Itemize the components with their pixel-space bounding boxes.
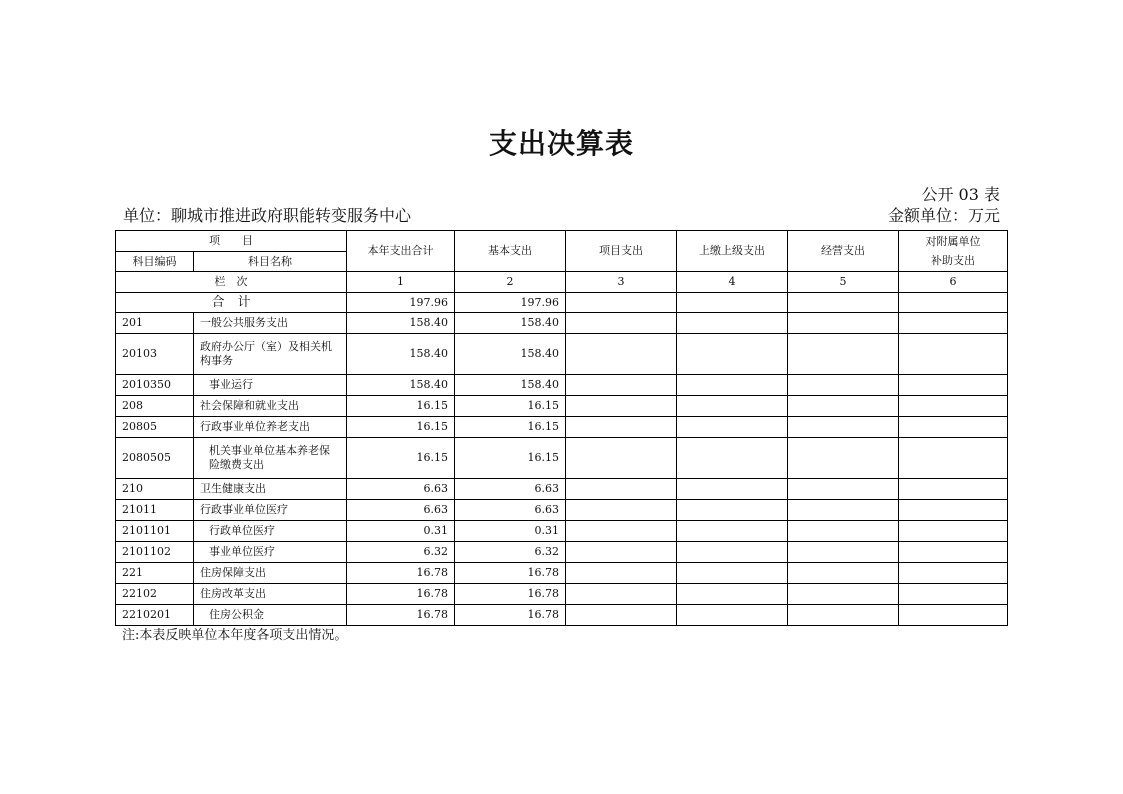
empty-cell xyxy=(899,313,1008,334)
row-code: 2080505 xyxy=(116,438,194,479)
empty-cell xyxy=(899,542,1008,563)
row-code: 20103 xyxy=(116,334,194,375)
row-name: 政府办公厅（室）及相关机构事务 xyxy=(194,334,347,375)
empty-cell xyxy=(788,396,899,417)
empty-cell xyxy=(677,396,788,417)
empty-cell xyxy=(899,605,1008,626)
header-upper: 上缴上级支出 xyxy=(677,231,788,272)
row-basic: 158.40 xyxy=(455,313,566,334)
row-total: 16.78 xyxy=(347,605,455,626)
row-name: 社会保障和就业支出 xyxy=(194,396,347,417)
header-code: 科目编码 xyxy=(116,252,194,272)
empty-cell xyxy=(566,396,677,417)
row-code: 201 xyxy=(116,313,194,334)
empty-cell xyxy=(788,584,899,605)
empty-cell xyxy=(788,438,899,479)
table-row xyxy=(116,334,1008,375)
empty-cell xyxy=(677,479,788,500)
row-name: 住房改革支出 xyxy=(194,584,347,605)
row-code: 208 xyxy=(116,396,194,417)
empty-cell xyxy=(788,521,899,542)
table-row xyxy=(116,605,1008,626)
empty-cell xyxy=(566,438,677,479)
col-num: 5 xyxy=(788,272,899,293)
header-total: 本年支出合计 xyxy=(347,231,455,272)
empty-cell xyxy=(899,584,1008,605)
empty-cell xyxy=(566,584,677,605)
row-name: 行政单位医疗 xyxy=(194,521,347,542)
row-code: 2101102 xyxy=(116,542,194,563)
empty-cell xyxy=(566,479,677,500)
table-row xyxy=(116,313,1008,334)
row-basic: 16.15 xyxy=(455,417,566,438)
row-name: 住房公积金 xyxy=(194,605,347,626)
empty-cell xyxy=(788,605,899,626)
table-row xyxy=(116,438,1008,479)
row-basic: 158.40 xyxy=(455,334,566,375)
table-row xyxy=(116,479,1008,500)
table-row xyxy=(116,417,1008,438)
table-row xyxy=(116,396,1008,417)
row-name: 机关事业单位基本养老保险缴费支出 xyxy=(194,438,347,479)
table-row xyxy=(116,563,1008,584)
col-num: 3 xyxy=(566,272,677,293)
empty-cell xyxy=(566,313,677,334)
row-basic: 16.15 xyxy=(455,396,566,417)
header-item: 项 目 xyxy=(116,231,347,252)
empty-cell xyxy=(677,417,788,438)
row-total: 16.78 xyxy=(347,563,455,584)
row-name: 行政事业单位养老支出 xyxy=(194,417,347,438)
table-row xyxy=(116,521,1008,542)
row-total: 6.63 xyxy=(347,479,455,500)
row-total: 6.63 xyxy=(347,500,455,521)
header-basic: 基本支出 xyxy=(455,231,566,272)
empty-cell xyxy=(899,375,1008,396)
row-name: 事业运行 xyxy=(194,375,347,396)
empty-cell xyxy=(677,542,788,563)
row-basic: 158.40 xyxy=(455,375,566,396)
column-label: 栏 次 xyxy=(116,272,347,293)
sum-basic: 197.96 xyxy=(455,293,566,313)
header-project: 项目支出 xyxy=(566,231,677,272)
row-code: 20805 xyxy=(116,417,194,438)
row-total: 0.31 xyxy=(347,521,455,542)
row-basic: 0.31 xyxy=(455,521,566,542)
col-num: 6 xyxy=(899,272,1008,293)
row-basic: 16.15 xyxy=(455,438,566,479)
empty-cell xyxy=(566,500,677,521)
table-row xyxy=(116,542,1008,563)
row-code: 2010350 xyxy=(116,375,194,396)
empty-cell xyxy=(899,479,1008,500)
sum-total: 197.96 xyxy=(347,293,455,313)
empty-cell xyxy=(677,521,788,542)
empty-cell xyxy=(899,521,1008,542)
empty-cell xyxy=(899,396,1008,417)
col-num: 2 xyxy=(455,272,566,293)
empty-cell xyxy=(677,605,788,626)
table-row xyxy=(116,375,1008,396)
empty-cell xyxy=(788,563,899,584)
empty-cell xyxy=(788,542,899,563)
unit-label: 单位：聊城市推进政府职能转变服务中心 xyxy=(123,206,412,225)
empty-cell xyxy=(788,334,899,375)
empty-cell xyxy=(566,542,677,563)
empty-cell xyxy=(899,417,1008,438)
empty-cell xyxy=(566,417,677,438)
row-name: 住房保障支出 xyxy=(194,563,347,584)
row-code: 2210201 xyxy=(116,605,194,626)
col-num: 1 xyxy=(347,272,455,293)
empty-cell xyxy=(566,375,677,396)
row-total: 16.15 xyxy=(347,438,455,479)
row-code: 210 xyxy=(116,479,194,500)
table-row xyxy=(116,500,1008,521)
row-basic: 16.78 xyxy=(455,605,566,626)
row-total: 16.15 xyxy=(347,417,455,438)
empty-cell xyxy=(899,563,1008,584)
row-total: 158.40 xyxy=(347,375,455,396)
row-name: 行政事业单位医疗 xyxy=(194,500,347,521)
row-basic: 6.63 xyxy=(455,500,566,521)
row-code: 22102 xyxy=(116,584,194,605)
col-num: 4 xyxy=(677,272,788,293)
empty-cell xyxy=(566,563,677,584)
row-basic: 16.78 xyxy=(455,563,566,584)
row-basic: 6.63 xyxy=(455,479,566,500)
empty-cell xyxy=(788,313,899,334)
empty-cell xyxy=(677,313,788,334)
amount-unit-label: 金额单位：万元 xyxy=(887,206,1000,225)
empty-cell xyxy=(677,563,788,584)
row-total: 6.32 xyxy=(347,542,455,563)
row-name: 一般公共服务支出 xyxy=(194,313,347,334)
row-code: 21011 xyxy=(116,500,194,521)
empty-cell xyxy=(677,438,788,479)
empty-cell xyxy=(899,500,1008,521)
sum-row xyxy=(116,293,1008,313)
header-name: 科目名称 xyxy=(194,252,347,272)
header-subsidy-line2: 补助支出 xyxy=(931,254,975,267)
empty-cell xyxy=(677,584,788,605)
row-name: 事业单位医疗 xyxy=(194,542,347,563)
row-name: 卫生健康支出 xyxy=(194,479,347,500)
empty-cell xyxy=(677,500,788,521)
row-total: 16.15 xyxy=(347,396,455,417)
row-total: 16.78 xyxy=(347,584,455,605)
empty-cell xyxy=(566,521,677,542)
page-title: 支出决算表 xyxy=(488,127,634,160)
form-number: 公开 03 表 xyxy=(921,185,1000,204)
header-operating: 经营支出 xyxy=(788,231,899,272)
empty-cell xyxy=(899,438,1008,479)
empty-cell xyxy=(788,417,899,438)
row-total: 158.40 xyxy=(347,313,455,334)
empty-cell xyxy=(566,334,677,375)
row-total: 158.40 xyxy=(347,334,455,375)
row-basic: 16.78 xyxy=(455,584,566,605)
empty-cell xyxy=(788,479,899,500)
footnote: 注:本表反映单位本年度各项支出情况。 xyxy=(122,628,348,643)
row-code: 2101101 xyxy=(116,521,194,542)
header-subsidy xyxy=(899,231,1008,272)
empty-cell xyxy=(788,500,899,521)
empty-cell xyxy=(788,375,899,396)
empty-cell xyxy=(566,605,677,626)
header-subsidy-line1: 对附属单位 xyxy=(925,235,981,248)
expenditure-table xyxy=(115,230,1008,626)
empty-cell xyxy=(677,334,788,375)
empty-cell xyxy=(899,334,1008,375)
empty-cell xyxy=(677,375,788,396)
sum-label: 合 计 xyxy=(116,293,347,313)
row-code: 221 xyxy=(116,563,194,584)
table-row xyxy=(116,584,1008,605)
row-basic: 6.32 xyxy=(455,542,566,563)
